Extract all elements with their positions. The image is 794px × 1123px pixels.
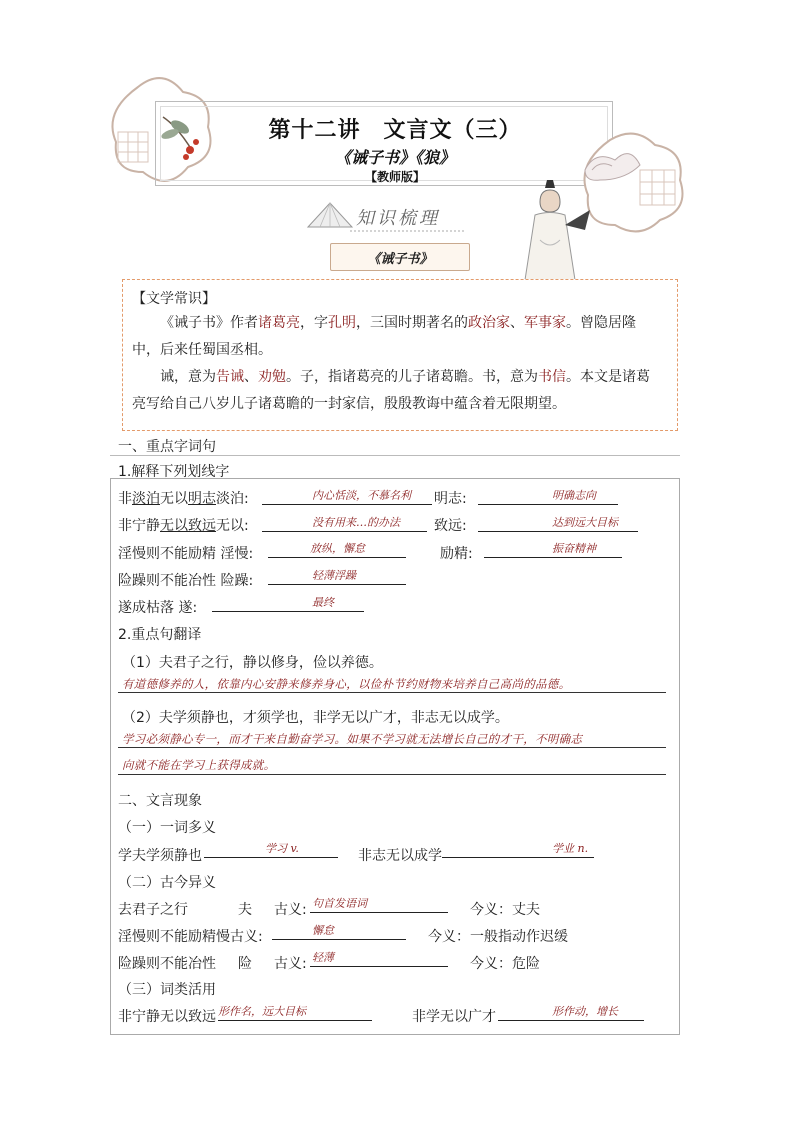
q1-heading: 1.解释下列划线字 xyxy=(118,464,230,480)
term-label: 险躁: xyxy=(220,573,254,589)
modern-meaning xyxy=(428,926,568,946)
word-row-5 xyxy=(118,597,197,617)
lit-text: ，字 xyxy=(300,315,328,331)
sentence-text: 淫慢则不能励精 xyxy=(118,546,216,562)
polysemy-item-2: 非志无以成学 xyxy=(358,848,442,864)
translation-answer-2b: 向就不能在学习上获得成就。 xyxy=(122,758,276,772)
ancient-label: 古义: xyxy=(230,929,263,945)
term-label: 淫慢: xyxy=(220,546,254,562)
term-label: 励精: xyxy=(440,546,473,562)
answer-line xyxy=(478,487,618,505)
translation-question-2: （2）夫学须静也，才须学也，非学无以广才，非志无以成学。 xyxy=(122,710,509,726)
lit-highlight: 书信 xyxy=(538,369,566,385)
underlined-word: 无以 xyxy=(160,518,188,534)
answer-line xyxy=(118,692,666,693)
term-label: 致远: xyxy=(434,518,467,534)
modern-text: 危险 xyxy=(512,956,540,972)
lit-highlight: 告诫 xyxy=(216,369,244,385)
lit-text: 诫，意为 xyxy=(160,369,216,385)
ancient-label: 古义: xyxy=(274,902,307,918)
underlined-word: 淡泊 xyxy=(132,491,160,507)
modern-meaning xyxy=(470,899,540,919)
answer-text: 达到远大目标 xyxy=(552,516,618,529)
answer-text: 振奋精神 xyxy=(552,542,596,555)
ancient-item-3: 险躁则不能冶性 xyxy=(118,956,216,972)
translation-answer-2a: 学习必须静心专一，而才干来自勤奋学习。如果不学习就无法增长自己的才干，不明确志 xyxy=(122,732,583,746)
key-word: 慢 xyxy=(216,929,230,945)
word-class-item-1: 非宁静无以致远 xyxy=(118,1009,216,1025)
answer-text: 内心恬淡，不慕名利 xyxy=(312,489,411,502)
divider xyxy=(110,455,680,456)
answer-text: 学习 v. xyxy=(265,842,299,855)
term-label: 无以: xyxy=(216,518,249,534)
answer-text: 明确志向 xyxy=(552,489,596,502)
word-row-4 xyxy=(118,570,253,590)
answer-text: 轻薄 xyxy=(312,951,334,964)
section-label: 《诫子书》 xyxy=(367,252,433,267)
page-subtitle: 《诫子书》《狼》 xyxy=(334,148,455,167)
page-title: 第十二讲 文言文（三） xyxy=(268,117,522,143)
word-class-heading: （三）词类活用 xyxy=(118,982,216,998)
ancient-item-1: 去君子之行 xyxy=(118,902,188,918)
underlined-word: 明志 xyxy=(188,491,216,507)
sentence-text: 遂成枯落 xyxy=(118,600,174,616)
sentence-text: 无以 xyxy=(160,491,188,507)
answer-line xyxy=(118,774,666,775)
part2-heading: 二、文言现象 xyxy=(118,793,202,809)
answer-line xyxy=(118,747,666,748)
answer-text: 学业 n. xyxy=(552,842,589,855)
answer-text: 形作名，远大目标 xyxy=(218,1005,306,1018)
answer-line xyxy=(272,922,406,940)
lit-text: 。子，指诸葛亮的儿子诸葛瞻。书，意为 xyxy=(286,369,538,385)
sentence-text: 险躁则不能冶性 xyxy=(118,573,216,589)
modern-label: 今义： xyxy=(470,902,512,918)
answer-text: 最终 xyxy=(312,596,334,609)
part1-heading: 一、重点字词句 xyxy=(118,439,216,455)
term-label: 明志: xyxy=(434,491,467,507)
answer-text: 懈怠 xyxy=(312,924,334,937)
lit-text: 。本文是诸葛亮写给自己八岁儿子诸葛瞻的一封家信，殷殷教诲中蕴含着无限期望。 xyxy=(132,369,650,412)
polysemy-item-1: 学夫学须静也 xyxy=(118,848,202,864)
word-class-item-2: 非学无以广才 xyxy=(412,1009,496,1025)
answer-line xyxy=(212,594,364,612)
lit-text: ，三国时期著名的 xyxy=(356,315,468,331)
polysemy-heading: （一）一词多义 xyxy=(118,820,216,836)
literature-paragraph-1 xyxy=(132,310,662,364)
lit-highlight: 军事家 xyxy=(524,315,566,331)
answer-text: 放纵，懈怠 xyxy=(310,542,365,555)
lit-highlight: 劝勉 xyxy=(258,369,286,385)
sentence-text: 非宁静 xyxy=(118,518,160,534)
answer-text: 没有用来…的办法 xyxy=(312,516,400,529)
q2-heading: 2.重点句翻译 xyxy=(118,627,202,643)
word-row-2 xyxy=(118,515,249,535)
word-row-3 xyxy=(118,543,253,563)
sentence-text: 淫慢则不能励精 xyxy=(118,929,216,945)
literature-paragraph-2 xyxy=(132,364,662,418)
lit-highlight: 政治家 xyxy=(468,315,510,331)
answer-text: 句首发语词 xyxy=(312,897,367,910)
underlined-word: 致远 xyxy=(188,518,216,534)
lit-text: 、 xyxy=(510,315,524,331)
key-word: 险 xyxy=(238,956,252,972)
lit-text: 《诫子书》作者 xyxy=(160,315,258,331)
lit-highlight: 诸葛亮 xyxy=(258,315,300,331)
modern-text: 丈夫 xyxy=(512,902,540,918)
ancient-modern-heading: （二）古今异义 xyxy=(118,875,216,891)
answer-text: 轻薄浮躁 xyxy=(312,569,356,582)
answer-text: 形作动，增长 xyxy=(552,1005,618,1018)
term-label: 淡泊: xyxy=(216,491,249,507)
translation-question-1: （1）夫君子之行，静以修身，俭以养德。 xyxy=(122,655,383,671)
ancient-item-2 xyxy=(118,926,263,946)
term-label: 遂: xyxy=(178,600,198,616)
sentence-text: 非 xyxy=(118,491,132,507)
lit-text: 、 xyxy=(244,369,258,385)
translation-answer-1: 有道德修养的人，依靠内心安静来修养身心，以俭朴节约财物来培养自己高尚的品德。 xyxy=(122,677,571,691)
word-row-1 xyxy=(118,488,249,508)
ancient-label: 古义: xyxy=(274,956,307,972)
modern-label: 今义： xyxy=(428,929,470,945)
modern-text: 一般指动作迟缓 xyxy=(470,929,568,945)
section-banner-text: 知识梳理 xyxy=(356,208,440,229)
literature-heading: 【文学常识】 xyxy=(132,291,216,307)
edition-label: 【教师版】 xyxy=(364,170,425,184)
key-word: 夫 xyxy=(238,902,252,918)
modern-meaning xyxy=(470,953,540,973)
lit-text: 。曾隐居隆中，后来任蜀国丞相。 xyxy=(132,315,636,358)
lit-highlight: 孔明 xyxy=(328,315,356,331)
modern-label: 今义： xyxy=(470,956,512,972)
